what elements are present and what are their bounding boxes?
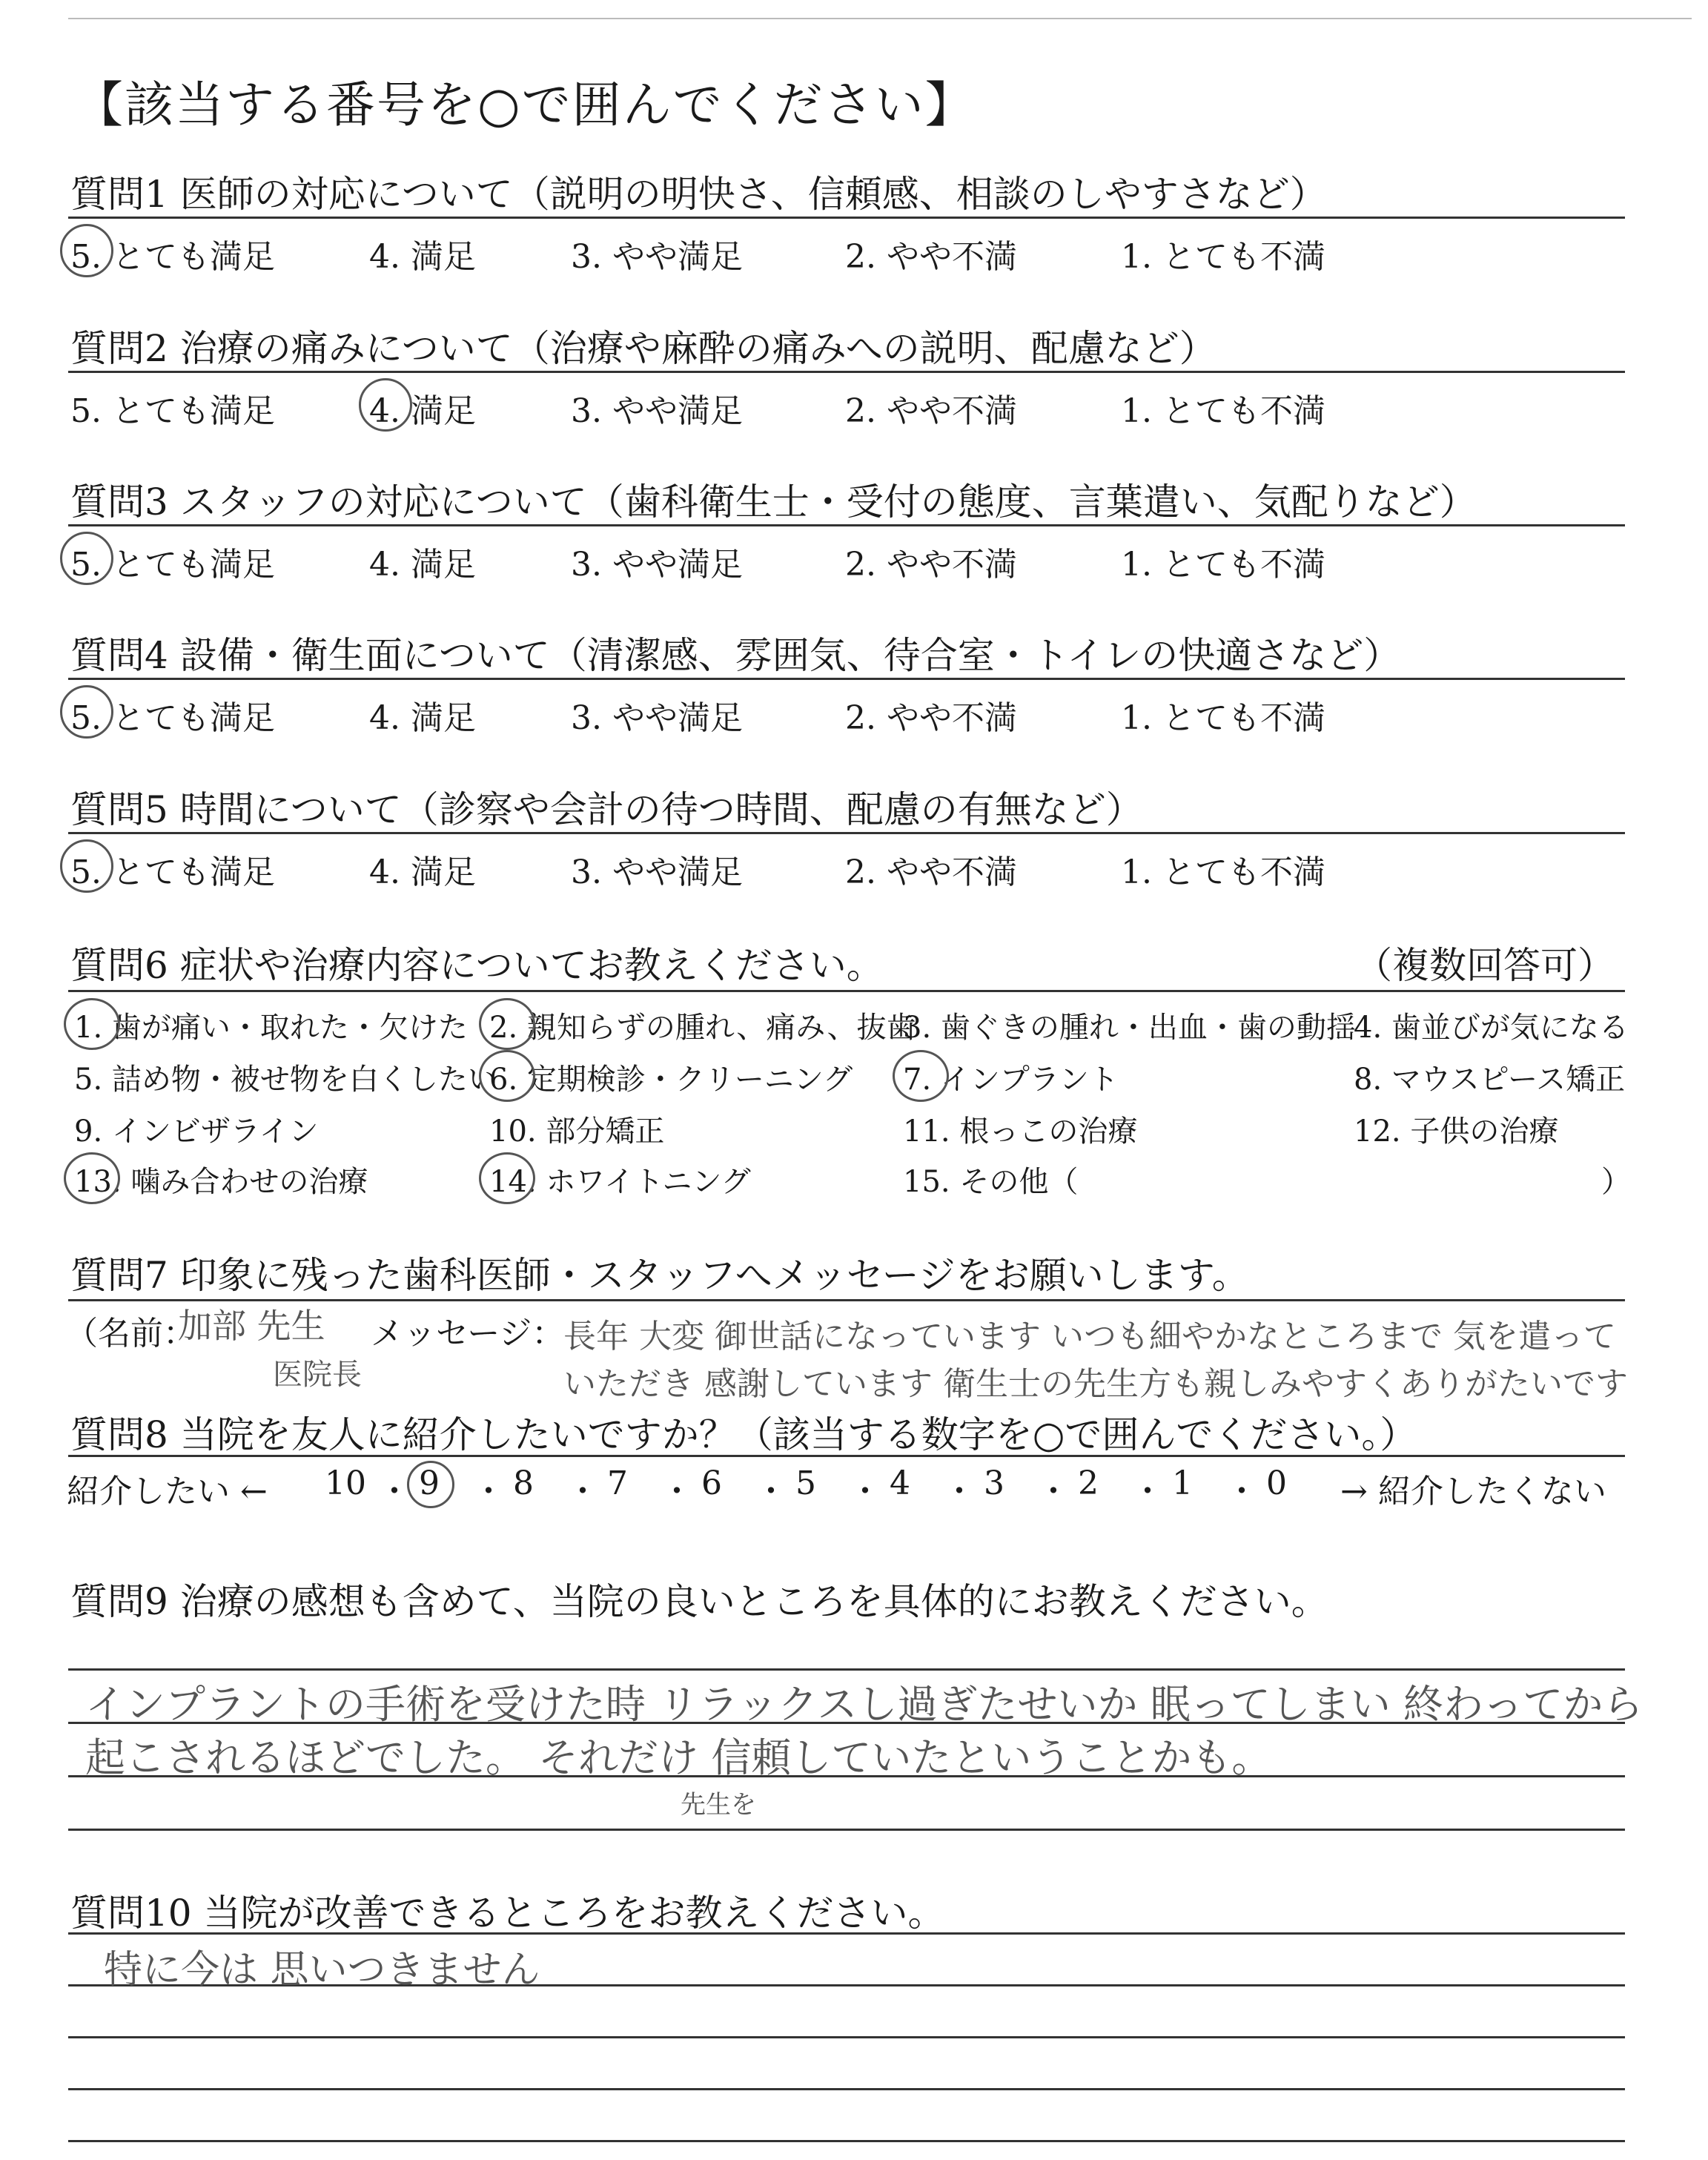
q1-option-4[interactable]: 4. 満足: [369, 238, 476, 276]
q3-option-5[interactable]: 5. とても満足: [70, 546, 275, 584]
q8-scale-0[interactable]: 0: [1266, 1464, 1287, 1502]
q6-selected-circle: [479, 1050, 535, 1102]
q8-right-label: → 紹介したくない: [1340, 1473, 1606, 1510]
q9-answer-line1: インプラントの手術を受けた時 リラックスし過ぎたせいか 眠ってしまい 終わってから: [85, 1681, 1644, 1728]
q10-line-5: [68, 2140, 1625, 2142]
q6-option-6[interactable]: 6. 定期検診・クリーニング: [489, 1063, 853, 1097]
q7-name-label: （名前：: [65, 1315, 196, 1353]
q4-option-1[interactable]: 1. とても不満: [1121, 699, 1325, 737]
q6-selected-circle: [479, 1152, 535, 1204]
q2-rule: [68, 371, 1625, 373]
q10-title: 質問10 当院が改善できるところをお教えください。: [70, 1892, 945, 1935]
q6-option-3[interactable]: 3. 歯ぐきの腫れ・出血・歯の動揺: [903, 1011, 1356, 1045]
q2-option-1[interactable]: 1. とても不満: [1121, 392, 1325, 430]
q1-option-1[interactable]: 1. とても不満: [1121, 238, 1325, 276]
q6-option-5[interactable]: 5. 詰め物・被せ物を白くしたい: [74, 1063, 497, 1097]
q6-option-2[interactable]: 2. 親知らずの腫れ、痛み、抜歯: [489, 1011, 916, 1045]
q3-rule: [68, 524, 1625, 526]
q8-scale-2[interactable]: 2: [1078, 1464, 1099, 1502]
q6-rule: [68, 990, 1625, 992]
q1-option-2[interactable]: 2. やや不満: [845, 238, 1017, 276]
q5-title: 質問5 時間について（診察や会計の待つ時間、配慮の有無など）: [70, 788, 1143, 831]
q8-scale-separator: ・: [1225, 1473, 1258, 1510]
q6-option-16[interactable]: ）: [1601, 1165, 1631, 1199]
q2-option-4[interactable]: 4. 満足: [369, 392, 476, 430]
q8-selected-circle: [407, 1461, 454, 1508]
q5-option-2[interactable]: 2. やや不満: [845, 853, 1017, 891]
q8-scale-5[interactable]: 5: [795, 1464, 816, 1502]
q9-answer-line2: 起こされるほどでした。 それだけ 信頼していたということかも。: [85, 1734, 1272, 1781]
q7-message-line1: 長年 大変 御世話になっています いつも細やかなところまで 気を遣って: [563, 1318, 1616, 1355]
q3-option-2[interactable]: 2. やや不満: [845, 546, 1017, 584]
q6-option-12[interactable]: 12. 子供の治療: [1354, 1114, 1559, 1149]
q8-scale-separator: ・: [1131, 1473, 1164, 1510]
q6-option-4[interactable]: 4. 歯並びが気になる: [1354, 1011, 1629, 1045]
q7-message-label: メッセージ：: [371, 1315, 565, 1353]
q3-option-3[interactable]: 3. やや満足: [571, 546, 743, 584]
q2-option-5[interactable]: 5. とても満足: [70, 392, 275, 430]
q6-selected-circle: [893, 1050, 949, 1102]
q8-left-label: 紹介したい ←: [67, 1473, 268, 1510]
q2-selected-circle: [359, 378, 412, 432]
q8-scale-separator: ・: [661, 1473, 693, 1510]
q6-option-7[interactable]: 7. インプラント: [903, 1063, 1119, 1097]
q8-scale-separator: ・: [849, 1473, 881, 1510]
q8-scale-separator: ・: [943, 1473, 976, 1510]
q6-option-15[interactable]: 15. その他（: [903, 1165, 1079, 1199]
q3-selected-circle: [60, 532, 113, 585]
q6-option-9[interactable]: 9. インビザライン: [74, 1114, 319, 1149]
q8-scale-separator: ・: [566, 1473, 599, 1510]
q8-scale-4[interactable]: 4: [890, 1464, 910, 1502]
q6-selected-circle: [64, 998, 120, 1050]
q4-rule: [68, 678, 1625, 680]
q5-selected-circle: [60, 839, 113, 893]
q1-selected-circle: [60, 224, 113, 277]
q8-scale-10[interactable]: 10: [325, 1464, 366, 1502]
q5-option-5[interactable]: 5. とても満足: [70, 853, 275, 891]
q8-rule: [68, 1455, 1625, 1457]
q10-line-4: [68, 2088, 1625, 2090]
q8-scale-separator: ・: [1037, 1473, 1070, 1510]
q1-option-3[interactable]: 3. やや満足: [571, 238, 743, 276]
q5-rule: [68, 832, 1625, 834]
q8-scale-separator: ・: [755, 1473, 787, 1510]
q3-title: 質問3 スタッフの対応について（歯科衛生士・受付の態度、言葉遣い、気配りなど）: [70, 480, 1477, 524]
q8-scale-6[interactable]: 6: [701, 1464, 722, 1502]
q8-scale-3[interactable]: 3: [984, 1464, 1004, 1502]
q1-rule: [68, 217, 1625, 219]
q9-line-1: [68, 1668, 1625, 1671]
q10-line-1: [68, 1932, 1625, 1935]
q4-selected-circle: [60, 685, 113, 739]
q6-option-11[interactable]: 11. 根っこの治療: [903, 1114, 1138, 1149]
q8-scale-8[interactable]: 8: [513, 1464, 534, 1502]
q3-option-1[interactable]: 1. とても不満: [1121, 546, 1325, 584]
q6-option-10[interactable]: 10. 部分矯正: [489, 1114, 665, 1149]
q9-answer-insert: 先生を: [681, 1790, 756, 1820]
q9-line-4: [68, 1829, 1625, 1831]
q7-name-value: 加部 先生: [178, 1306, 325, 1346]
q6-title: 質問6 症状や治療内容についてお教えください。: [70, 944, 884, 987]
q4-option-4[interactable]: 4. 満足: [369, 699, 476, 737]
q4-title: 質問4 設備・衛生面について（清潔感、雰囲気、待合室・トイレの快適さなど）: [70, 634, 1401, 677]
top-border: [68, 18, 1692, 19]
q2-option-3[interactable]: 3. やや満足: [571, 392, 743, 430]
q6-option-8[interactable]: 8. マウスピース矯正: [1354, 1063, 1626, 1097]
q8-scale-9[interactable]: 9: [419, 1464, 440, 1502]
q7-name-sub: 医院長: [273, 1358, 362, 1392]
q5-option-3[interactable]: 3. やや満足: [571, 853, 743, 891]
q6-option-13[interactable]: 13. 噛み合わせの治療: [74, 1165, 368, 1199]
q2-option-2[interactable]: 2. やや不満: [845, 392, 1017, 430]
q9-title: 質問9 治療の感想も含めて、当院の良いところを具体的にお教えください。: [70, 1580, 1328, 1623]
q8-scale-separator: ・: [378, 1473, 411, 1510]
q8-title: 質問8 当院を友人に紹介したいですか？（該当する数字を○で囲んでください。）: [70, 1413, 1417, 1456]
q7-message-line2: いただき 感謝しています 衛生士の先生方も親しみやすくありがたいです: [563, 1365, 1628, 1403]
q8-scale-separator: ・: [472, 1473, 505, 1510]
q8-scale-1[interactable]: 1: [1172, 1464, 1193, 1502]
q8-scale-7[interactable]: 7: [607, 1464, 628, 1502]
q1-title: 質問1 医師の対応について（説明の明快さ、信頼感、相談のしやすさなど）: [70, 173, 1327, 216]
q1-option-5[interactable]: 5. とても満足: [70, 238, 275, 276]
q4-option-3[interactable]: 3. やや満足: [571, 699, 743, 737]
q10-answer-line1: 特に今は 思いつきません: [104, 1948, 540, 1992]
q6-selected-circle: [479, 998, 535, 1050]
q6-option-1[interactable]: 1. 歯が痛い・取れた・欠けた: [74, 1011, 468, 1045]
q6-note: （複数回答可）: [1355, 944, 1615, 987]
q4-option-5[interactable]: 5. とても満足: [70, 699, 275, 737]
q6-selected-circle: [64, 1152, 120, 1204]
q4-option-2[interactable]: 2. やや不満: [845, 699, 1017, 737]
q5-option-4[interactable]: 4. 満足: [369, 853, 476, 891]
q3-option-4[interactable]: 4. 満足: [369, 546, 476, 584]
q10-line-3: [68, 2036, 1625, 2038]
q2-title: 質問2 治療の痛みについて（治療や麻酔の痛みへの説明、配慮など）: [70, 327, 1217, 370]
q6-option-14[interactable]: 14. ホワイトニング: [489, 1165, 751, 1199]
form-title: 【該当する番号を○で囲んでください】: [74, 76, 976, 133]
q7-title: 質問7 印象に残った歯科医師・スタッフへメッセージをお願いします。: [70, 1254, 1249, 1297]
q5-option-1[interactable]: 1. とても不満: [1121, 853, 1325, 891]
